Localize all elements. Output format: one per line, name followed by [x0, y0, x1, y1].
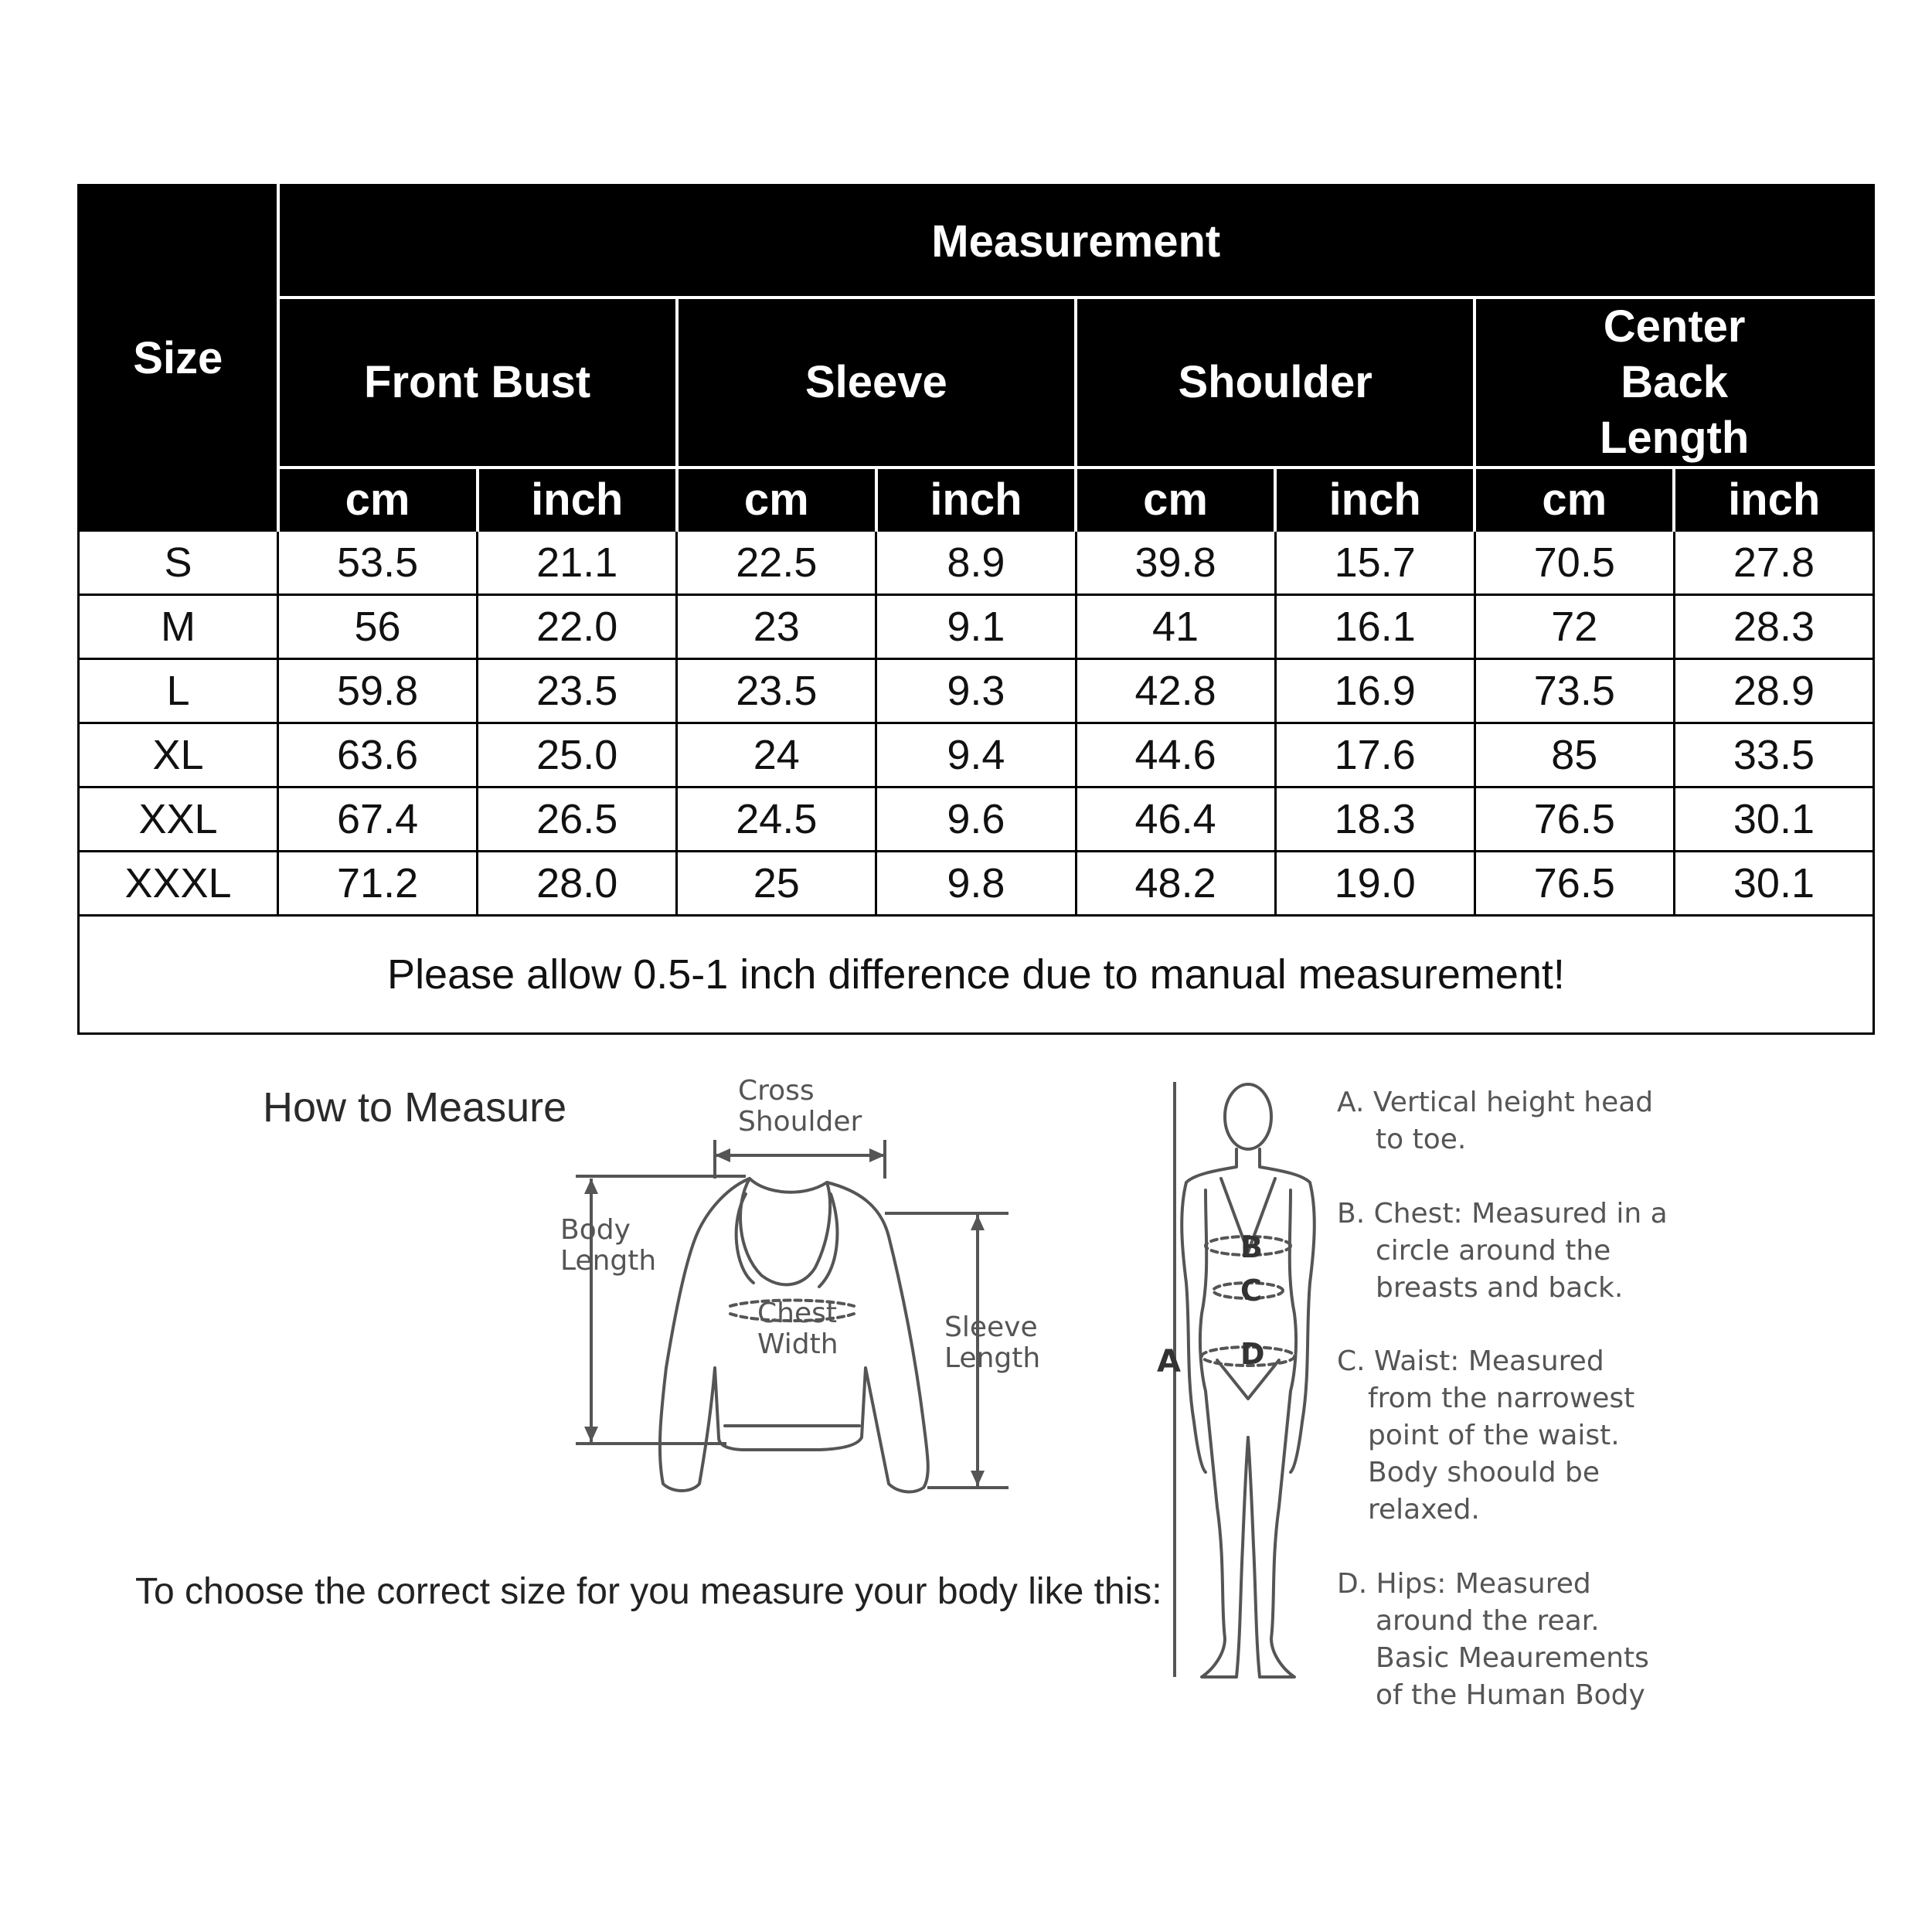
marker-d: D: [1240, 1337, 1265, 1371]
value-cell: 44.6: [1076, 723, 1275, 787]
group-sleeve: Sleeve: [677, 298, 1076, 468]
value-cell: 26.5: [478, 787, 677, 852]
value-cell: 24.5: [677, 787, 876, 852]
value-cell: 42.8: [1076, 659, 1275, 723]
value-cell: 21.1: [478, 531, 677, 595]
unit-cell: cm: [1475, 468, 1674, 531]
unit-cell: cm: [278, 468, 478, 531]
value-cell: 70.5: [1475, 531, 1674, 595]
legend-c: C. Waist: Measured from the narrowest point of the waist. Body shoould be relaxed.: [1337, 1345, 1635, 1526]
value-cell: 22.5: [677, 531, 876, 595]
choose-size-note: To choose the correct size for you measure your body like this:: [135, 1571, 1162, 1612]
value-cell: 76.5: [1475, 787, 1674, 852]
unit-cell: cm: [1076, 468, 1275, 531]
unit-cell: cm: [677, 468, 876, 531]
value-cell: 28.9: [1674, 659, 1873, 723]
value-cell: 25: [677, 852, 876, 916]
marker-a: A: [1157, 1344, 1181, 1379]
value-cell: 85: [1475, 723, 1674, 787]
value-cell: 28.3: [1674, 595, 1873, 659]
how-to-measure-title: How to Measure: [263, 1084, 567, 1131]
value-cell: 17.6: [1275, 723, 1475, 787]
value-cell: 30.1: [1674, 787, 1873, 852]
size-cell: XXL: [79, 787, 278, 852]
value-cell: 19.0: [1275, 852, 1475, 916]
size-cell: L: [79, 659, 278, 723]
value-cell: 48.2: [1076, 852, 1275, 916]
measurement-note: Please allow 0.5-1 inch difference due to manual measurement!: [79, 916, 1874, 1034]
value-cell: 63.6: [278, 723, 478, 787]
value-cell: 16.1: [1275, 595, 1475, 659]
value-cell: 27.8: [1674, 531, 1873, 595]
value-cell: 67.4: [278, 787, 478, 852]
measurement-header: Measurement: [278, 185, 1874, 298]
size-cell: S: [79, 531, 278, 595]
value-cell: 39.8: [1076, 531, 1275, 595]
group-shoulder: Shoulder: [1076, 298, 1475, 468]
value-cell: 9.3: [876, 659, 1076, 723]
value-cell: 23: [677, 595, 876, 659]
value-cell: 33.5: [1674, 723, 1873, 787]
value-cell: 59.8: [278, 659, 478, 723]
sleeve-length-label: Sleeve Length: [944, 1311, 1041, 1374]
chest-width-label: Chest Width: [757, 1298, 838, 1360]
value-cell: 73.5: [1475, 659, 1674, 723]
value-cell: 23.5: [677, 659, 876, 723]
value-cell: 9.6: [876, 787, 1076, 852]
group-front-bust: Front Bust: [278, 298, 677, 468]
unit-cell: inch: [876, 468, 1076, 531]
value-cell: 41: [1076, 595, 1275, 659]
value-cell: 23.5: [478, 659, 677, 723]
value-cell: 22.0: [478, 595, 677, 659]
value-cell: 18.3: [1275, 787, 1475, 852]
legend-b: B. Chest: Measured in a circle around the breasts and back.: [1337, 1198, 1668, 1304]
legend-d: D. Hips: Measured around the rear. Basic Meaurements of the Human Body: [1337, 1568, 1649, 1711]
size-cell: XL: [79, 723, 278, 787]
size-cell: XXXL: [79, 852, 278, 916]
body-length-label: Body Length: [560, 1214, 657, 1277]
value-cell: 28.0: [478, 852, 677, 916]
value-cell: 56: [278, 595, 478, 659]
value-cell: 8.9: [876, 531, 1076, 595]
value-cell: 53.5: [278, 531, 478, 595]
value-cell: 16.9: [1275, 659, 1475, 723]
marker-b: B: [1240, 1230, 1263, 1264]
unit-cell: inch: [478, 468, 677, 531]
unit-cell: inch: [1674, 468, 1873, 531]
value-cell: 76.5: [1475, 852, 1674, 916]
legend-a: A. Vertical height head to toe.: [1337, 1087, 1654, 1155]
value-cell: 71.2: [278, 852, 478, 916]
value-cell: 9.8: [876, 852, 1076, 916]
value-cell: 9.4: [876, 723, 1076, 787]
value-cell: 30.1: [1674, 852, 1873, 916]
marker-c: C: [1240, 1274, 1262, 1308]
cross-shoulder-label: Cross Shoulder: [738, 1075, 862, 1138]
value-cell: 24: [677, 723, 876, 787]
size-header: Size: [79, 185, 278, 531]
group-center-back-length: Center Back Length: [1475, 298, 1873, 468]
value-cell: 9.1: [876, 595, 1076, 659]
body-figure: [1182, 1084, 1315, 1677]
value-cell: 25.0: [478, 723, 677, 787]
value-cell: 15.7: [1275, 531, 1475, 595]
value-cell: 72: [1475, 595, 1674, 659]
value-cell: 46.4: [1076, 787, 1275, 852]
size-cell: M: [79, 595, 278, 659]
unit-cell: inch: [1275, 468, 1475, 531]
